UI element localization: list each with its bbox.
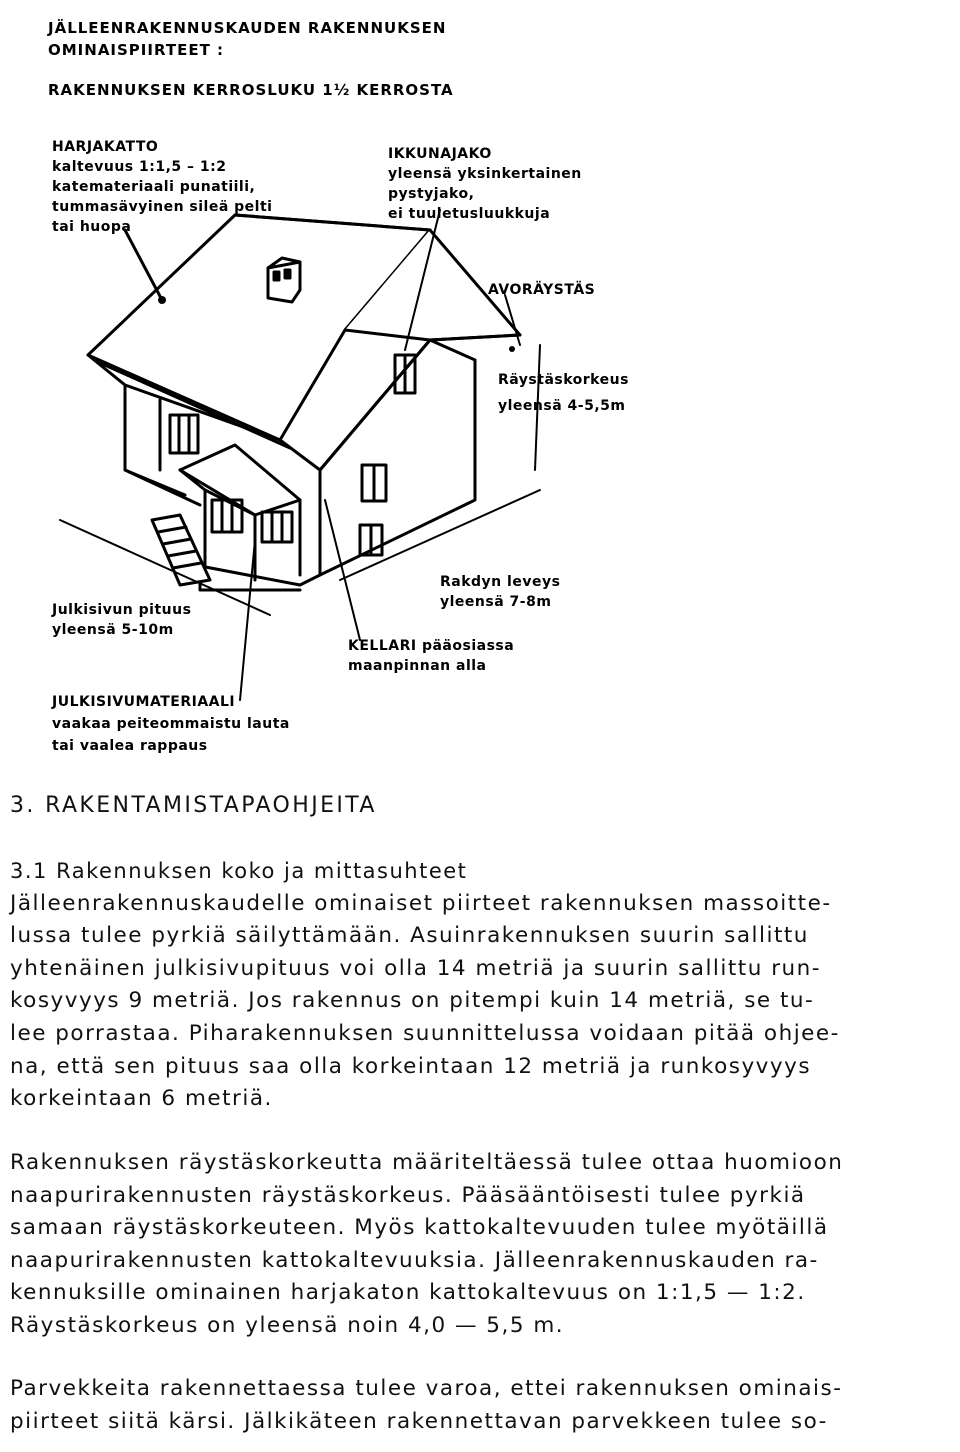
roof-label-line: kaltevuus 1:1,5 – 1:2 bbox=[52, 159, 227, 175]
paragraph-line: piirteet siitä kärsi. Jälkikäteen rakennettavan parvekkeen tulee so- bbox=[10, 1408, 828, 1434]
paragraph-line: kosyvyys 9 metriä. Jos rakennus on pitempi kuin 14 metriä, se tu- bbox=[10, 988, 815, 1014]
paragraph-line: Parvekkeita rakennettaessa tulee varoa, ettei rakennuksen ominais- bbox=[10, 1376, 843, 1401]
section-heading: 3. RAKENTAMISTAPAOHJEITA bbox=[10, 793, 377, 818]
material-label-title: JULKISIVUMATERIAALI bbox=[52, 694, 236, 710]
paragraph-line: samaan räystäskorkeuteen. Myös kattokaltevuuden tulee myötäillä bbox=[10, 1215, 829, 1241]
paragraph-2 bbox=[10, 1147, 955, 1343]
window-label-line: ei tuuletusluukkuja bbox=[388, 206, 551, 222]
floor-count-note: RAKENNUKSEN KERROSLUKU 1½ KERROSTA bbox=[48, 81, 454, 99]
figure-title-line-2: OMINAISPIIRTEET : bbox=[48, 41, 225, 59]
paragraph-line: naapurirakennusten räystäskorkeus. Pääsääntöisesti tulee pyrkiä bbox=[10, 1182, 806, 1208]
paragraph-3 bbox=[10, 1373, 955, 1438]
window-label-line: yleensä yksinkertainen bbox=[388, 166, 582, 182]
eave-label: AVORÄYSTÄS bbox=[488, 282, 596, 298]
paragraph-line: yhtenäinen julkisivupituus voi olla 14 metriä ja suurin sallittu run- bbox=[10, 955, 822, 981]
roof-label-line: tai huopa bbox=[52, 219, 132, 235]
facade-length-value: yleensä 5-10m bbox=[52, 622, 174, 638]
cellar-label-line: maanpinnan alla bbox=[348, 658, 487, 674]
material-label-line: vaakaa peiteommaistu lauta bbox=[52, 716, 290, 732]
paragraph-line: Räystäskorkeus on yleensä noin 4,0 — 5,5 m. bbox=[10, 1312, 565, 1338]
roof-label-line: katemateriaali punatiili, bbox=[52, 179, 256, 195]
paragraph-line: naapurirakennusten kattokaltevuuksia. Jälleenrakennuskauden ra- bbox=[10, 1247, 819, 1273]
paragraph-line: Rakennuksen räystäskorkeutta määriteltäessä tulee ottaa huomioon bbox=[10, 1150, 844, 1175]
section-1-block bbox=[10, 855, 955, 1116]
window-label-line: pystyjako, bbox=[388, 186, 475, 202]
facade-length-label: Julkisivun pituus bbox=[52, 602, 192, 618]
cellar-label: KELLARI pääosiassa bbox=[348, 638, 515, 654]
subsection-heading: 3.1 Rakennuksen koko ja mittasuhteet bbox=[10, 859, 468, 883]
width-value: yleensä 7-8m bbox=[440, 594, 552, 610]
paragraph-line: na, että sen pituus saa olla korkeintaan 12 metriä ja runkosyvyys bbox=[10, 1053, 812, 1079]
roof-label-line: tummasävyinen sileä pelti bbox=[52, 199, 273, 215]
width-label: Rakdyn leveys bbox=[440, 574, 561, 590]
paragraph-line: Jälleenrakennuskaudelle ominaiset piirteet rakennuksen massoitte- bbox=[10, 890, 832, 916]
paragraph-line: lussa tulee pyrkiä säilyttämään. Asuinrakennuksen suurin sallittu bbox=[10, 923, 809, 949]
window-label-title: IKKUNAJAKO bbox=[388, 146, 492, 162]
paragraph-line: kennuksille ominainen harjakaton kattokaltevuus on 1:1,5 — 1:2. bbox=[10, 1280, 806, 1306]
paragraph-line: korkeintaan 6 metriä. bbox=[10, 1086, 273, 1112]
paragraph-line: lee porrastaa. Piharakennuksen suunnittelussa voidaan pitää ohjee- bbox=[10, 1020, 840, 1046]
figure-title-line-1: JÄLLEENRAKENNUSKAUDEN RAKENNUKSEN bbox=[48, 19, 447, 37]
roof-label-title: HARJAKATTO bbox=[52, 139, 159, 155]
eave-height-label: Räystäskorkeus bbox=[498, 372, 629, 388]
eave-height-value: yleensä 4-5,5m bbox=[498, 398, 626, 414]
material-label-line: tai vaalea rappaus bbox=[52, 738, 208, 754]
